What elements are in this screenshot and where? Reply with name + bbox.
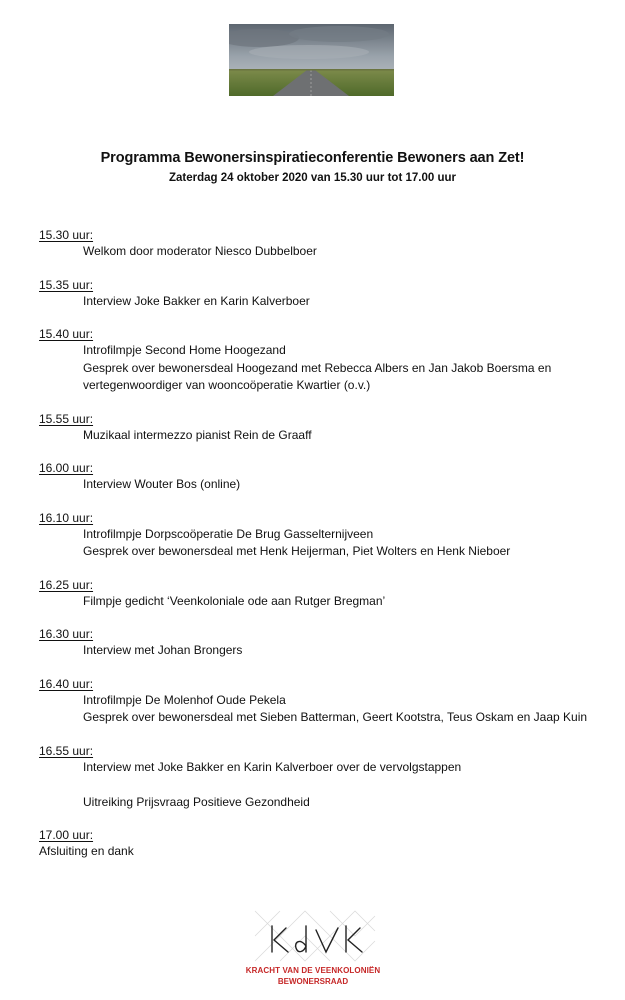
program-line: Gesprek over bewonersdeal met Sieben Batterman, Geert Kootstra, Teus Oskam en Jaap Kuin — [83, 710, 588, 724]
program-time: 15.35 uur: — [39, 277, 94, 292]
program-time: 16.00 uur: — [39, 461, 94, 475]
page-title: Programma Bewonersinspiratieconferentie Bewoners aan Zet! — [100, 150, 525, 166]
kdvk-logo-mark-icon — [250, 906, 380, 966]
logo-caption-org: KRACHT VAN DE VEENKOLONIËN — [245, 966, 381, 975]
program-time: 16.40 uur: — [39, 676, 94, 691]
program-line: Introfilmpje Dorpscoöperatie De Brug Gasselternijveen — [83, 526, 374, 541]
program-time: 16.25 uur: — [39, 577, 94, 592]
header-photo-road — [229, 24, 394, 96]
program-list — [39, 228, 599, 861]
program-line: Introfilmpje De Molenhof Oude Pekela — [83, 692, 286, 707]
program-item — [39, 677, 599, 727]
program-time: 15.55 uur: — [39, 411, 94, 426]
program-line: Filmpje gedicht ‘Veenkoloniale ode aan Rutger Bregman’ — [83, 593, 386, 608]
program-time: 15.40 uur: — [39, 327, 94, 341]
program-time: 16.30 uur: — [39, 627, 94, 641]
program-line: vertegenwoordiger van wooncoöperatie Kwartier (o.v.) — [83, 378, 371, 392]
program-time: 17.00 uur: — [39, 828, 94, 842]
program-line: Interview met Joke Bakker en Karin Kalverboer over de vervolgstappen — [83, 759, 462, 774]
program-item — [39, 327, 599, 395]
program-item — [39, 461, 599, 494]
logo-caption-council: BEWONERSRAAD — [277, 977, 349, 986]
program-item — [39, 511, 599, 561]
program-line: Uitreiking Prijsvraag Positieve Gezondheid — [83, 794, 310, 809]
program-time: 16.10 uur: — [39, 510, 94, 525]
program-line: Introfilmpje Second Home Hoogezand — [83, 343, 286, 357]
program-line: Afsluiting en dank — [39, 844, 134, 858]
program-time: 16.55 uur: — [39, 743, 94, 758]
program-item — [39, 828, 599, 861]
page-subtitle: Zaterdag 24 oktober 2020 van 15.30 uur tot 17.00 uur — [169, 172, 456, 184]
program-line: Interview Wouter Bos (online) — [83, 477, 241, 491]
program-item — [39, 627, 599, 660]
program-line: Muzikaal intermezzo pianist Rein de Graaff — [83, 427, 312, 442]
program-item — [39, 228, 599, 261]
program-line: Gesprek over bewonersdeal met Henk Heijerman, Piet Wolters en Henk Nieboer — [83, 544, 511, 558]
program-item — [39, 412, 599, 445]
program-line-spacer — [83, 776, 599, 794]
program-item — [39, 578, 599, 611]
program-line: Welkom door moderator Niesco Dubbelboer — [83, 244, 317, 258]
program-time: 15.30 uur: — [39, 228, 94, 242]
program-item — [39, 744, 599, 812]
program-line: Gesprek over bewonersdeal Hoogezand met Rebecca Albers en Jan Jakob Boersma en — [83, 360, 552, 375]
program-item — [39, 278, 599, 311]
program-line: Interview met Johan Brongers — [83, 643, 243, 657]
program-line: Interview Joke Bakker en Karin Kalverboer — [83, 293, 310, 308]
